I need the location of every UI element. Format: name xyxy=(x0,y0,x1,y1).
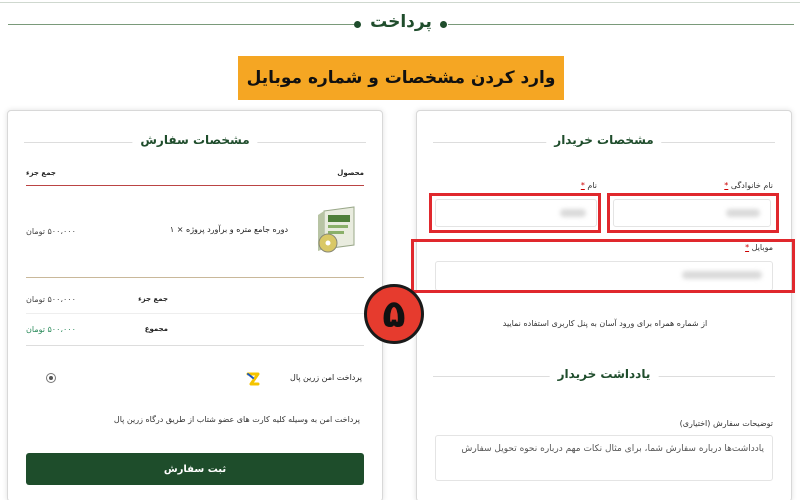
place-order-button[interactable]: ثبت سفارش xyxy=(26,453,364,485)
subtotal-label: جمع جزء xyxy=(138,295,168,303)
top-border xyxy=(0,2,800,3)
buyer-details-heading: مشخصات خریدار xyxy=(417,133,791,153)
total-label: مجموع xyxy=(144,325,168,333)
payment-method-label[interactable]: پرداخت امن زرین پال xyxy=(290,373,362,382)
product-column-header: محصول xyxy=(337,169,364,177)
last-name-highlight xyxy=(607,193,779,233)
order-summary-heading: مشخصات سفارش xyxy=(8,133,382,153)
subtotal-value: ۵۰۰،۰۰۰ تومان xyxy=(26,295,76,304)
step-number-badge: ۵ xyxy=(364,284,424,344)
title-dot-right xyxy=(440,21,447,28)
order-notes-textarea[interactable]: یادداشت‌ها درباره سفارش شما، برای مثال نکات مهم درباره نحوه تحویل سفارش xyxy=(435,435,773,481)
page-title-row xyxy=(0,12,800,36)
product-thumbnail xyxy=(314,205,358,257)
payment-description: پرداخت امن به وسیله کلیه کارت های عضو شتاب از طریق درگاه زرین پال xyxy=(113,415,360,424)
last-name-label: نام خانوادگی * xyxy=(724,181,773,190)
product-name: دوره جامع متره و برآورد پروژه × ۱ xyxy=(169,225,288,234)
order-summary-panel xyxy=(7,110,383,500)
title-divider-right xyxy=(448,24,794,25)
mobile-label: موبایل * xyxy=(745,243,773,252)
title-divider-left xyxy=(8,24,354,25)
total-divider xyxy=(26,345,364,346)
buyer-note-heading: یادداشت خریدار xyxy=(417,367,791,387)
mobile-hint: از شماره همراه برای ورود آسان به پنل کاربری استفاده نمایید xyxy=(502,319,708,328)
total-value: ۵۰۰،۰۰۰ تومان xyxy=(26,325,76,334)
product-box-icon xyxy=(314,205,358,257)
title-dot-left xyxy=(354,21,361,28)
buyer-details-panel xyxy=(416,110,792,500)
payment-method-radio[interactable] xyxy=(46,373,56,383)
subtotal-divider xyxy=(26,313,364,314)
subtotal-column-header: جمع جزء xyxy=(26,169,56,177)
product-price: ۵۰۰،۰۰۰ تومان xyxy=(26,227,76,236)
first-name-highlight xyxy=(429,193,601,233)
order-notes-label: توضیحات سفارش (اختیاری) xyxy=(679,419,773,428)
product-qty: × ۱ xyxy=(169,225,184,234)
zarinpal-icon xyxy=(246,371,260,385)
header-divider xyxy=(26,185,364,186)
mobile-highlight xyxy=(411,239,795,293)
first-name-label: نام * xyxy=(580,181,597,190)
step-banner: وارد کردن مشخصات و شماره موبایل xyxy=(238,56,564,100)
item-divider xyxy=(26,277,364,278)
page-title: پرداخت xyxy=(370,12,432,32)
